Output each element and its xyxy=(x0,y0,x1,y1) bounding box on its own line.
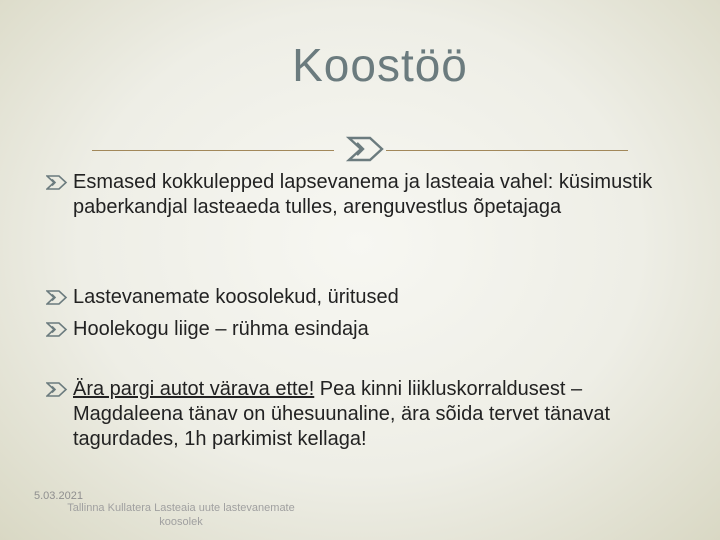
bullet-text: Hoolekogu liige – rühma esindaja xyxy=(73,318,369,340)
footer-text: Tallinna Kullatera Lasteaia uute lastevanemate koosolek xyxy=(67,502,295,528)
bullet-arrow-icon xyxy=(46,174,68,191)
bullet-item-meetings xyxy=(46,285,696,310)
bullet-item-board xyxy=(46,317,696,342)
bullet-text-parking xyxy=(73,377,696,452)
bullet-arrow-icon xyxy=(46,289,68,306)
parking-warning: Ära pargi autot värava ette! xyxy=(73,378,315,400)
bullet-text: Lastevanemate koosolekud, üritused xyxy=(73,286,399,308)
bullet-item-parking xyxy=(46,377,696,452)
footer-date: 5.03.2021 xyxy=(34,490,83,502)
divider-arrow-icon xyxy=(346,134,386,164)
title-divider-left xyxy=(92,150,334,151)
bullet-arrow-icon xyxy=(46,321,68,338)
bullet-arrow-icon xyxy=(46,381,68,398)
parking-details: Pea kinni liikluskorraldusest – Magdaleena tänav on ühesuunaline, ära sõida tervet tänavat tagurdades, 1h parkimist kellaga! xyxy=(73,378,611,450)
bullet-item-agreements xyxy=(46,170,696,220)
title-divider-right xyxy=(386,150,628,151)
slide-title: Koostöö xyxy=(292,39,468,91)
bullet-text: Esmased kokkulepped lapsevanema ja lasteaia vahel: küsimustik paberkandjal lasteaeda tulles, arenguvestlus õpetajaga xyxy=(73,171,653,218)
